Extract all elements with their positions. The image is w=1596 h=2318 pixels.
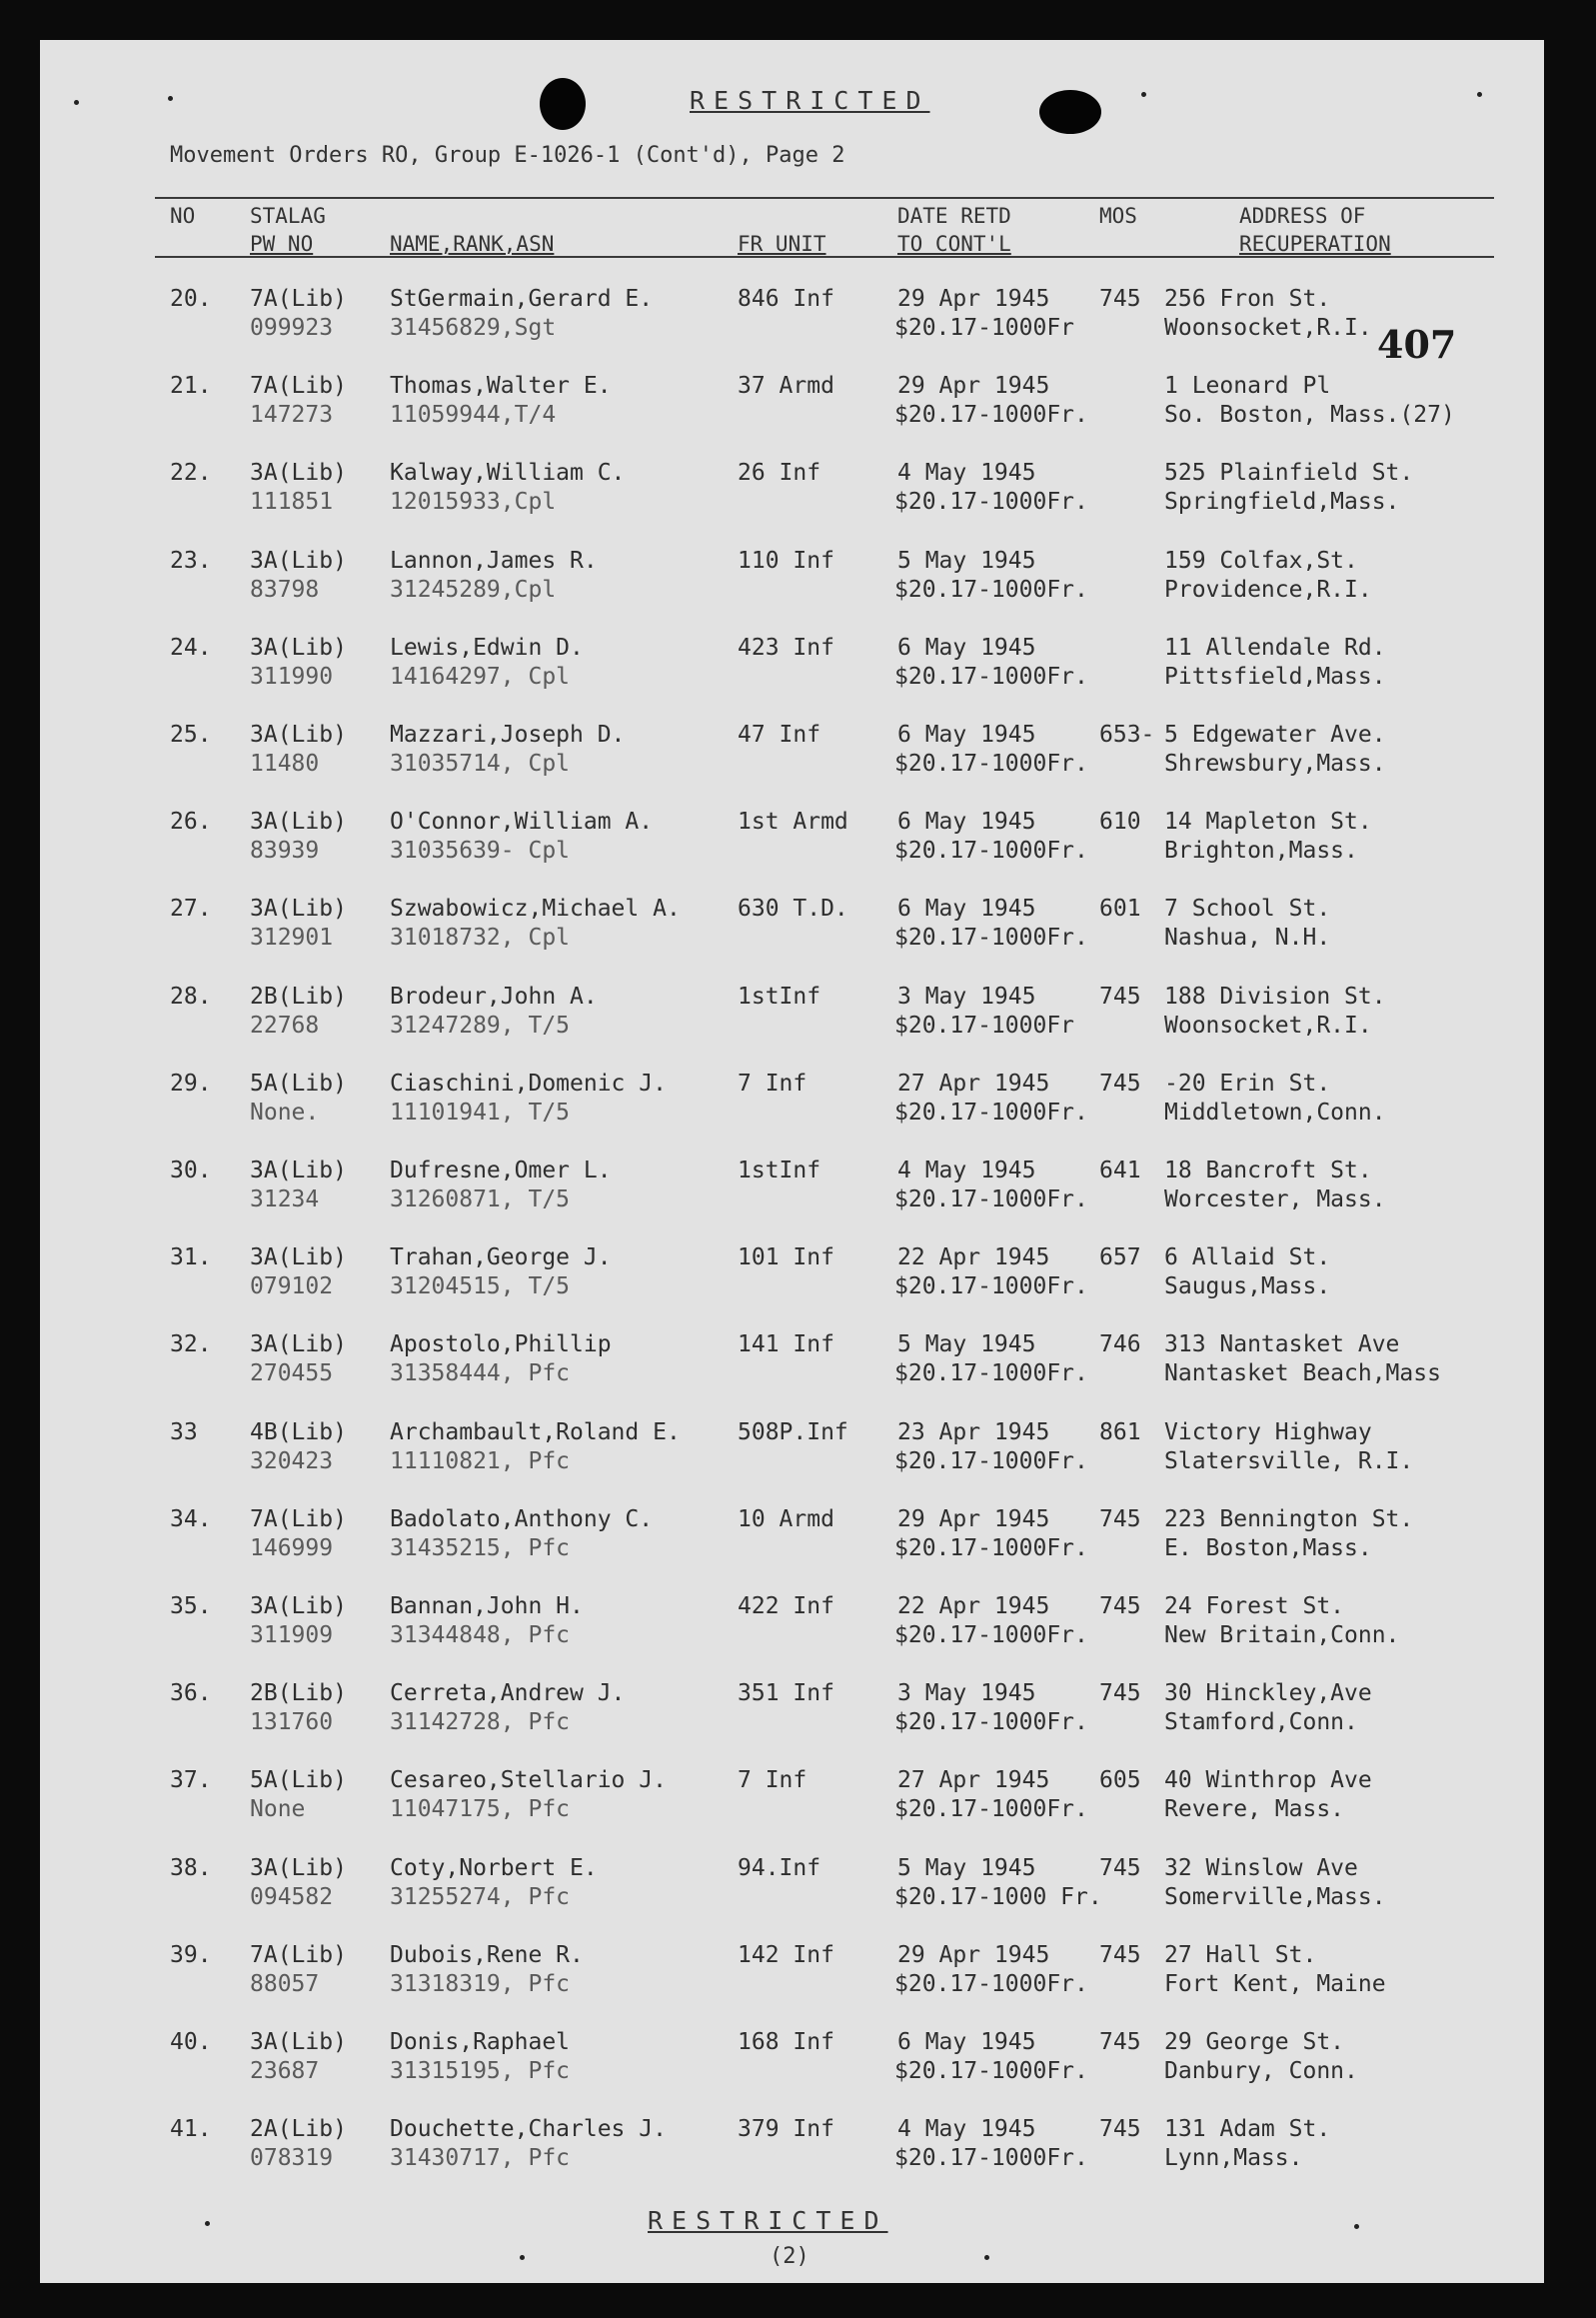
col-date: DATE RETD [897, 204, 1011, 228]
col-pw-no: PW NO [250, 232, 314, 256]
pay: $20.17-1000Fr. [894, 1447, 1088, 1474]
address-line-1: 525 Plainfield St. [1164, 460, 1414, 487]
unit: 1stInf [738, 983, 821, 1010]
stalag: 3A(Lib) [250, 634, 347, 661]
address-line-2: So. Boston, Mass.(27) [1164, 402, 1455, 429]
row-number: 22. [170, 460, 212, 487]
date-returned: 4 May 1945 [897, 460, 1036, 487]
row-number: 40. [170, 2029, 212, 2055]
mos: 653- [1099, 722, 1155, 748]
mos: 745 [1099, 1854, 1141, 1881]
row-number: 35. [170, 1593, 212, 1619]
address-line-2: E. Boston,Mass. [1164, 1534, 1372, 1561]
unit: 379 Inf [738, 2116, 834, 2143]
pw-number: None [250, 1796, 306, 1823]
ink-blot-left [540, 78, 586, 130]
row-number: 39. [170, 1941, 212, 1968]
stalag: 3A(Lib) [250, 1158, 347, 1183]
address-line-2: Fort Kent, Maine [1164, 1970, 1386, 1997]
pw-number: 11480 [250, 751, 320, 777]
row-number: 28. [170, 983, 212, 1010]
soldier-name: Kalway,William C. [390, 460, 626, 487]
pw-number: 83798 [250, 576, 320, 603]
pay: $20.17-1000Fr. [894, 2058, 1088, 2084]
unit: 37 Armd [738, 373, 834, 400]
pay: $20.17-1000Fr. [894, 1099, 1088, 1126]
asn-rank: 11101941, T/5 [390, 1099, 571, 1126]
date-returned: 5 May 1945 [897, 1854, 1036, 1881]
pw-number: 320423 [250, 1447, 334, 1474]
row-number: 25. [170, 722, 212, 748]
mos: 641 [1099, 1158, 1141, 1183]
pay: $20.17-1000Fr. [894, 1534, 1088, 1561]
row-number: 32. [170, 1331, 212, 1358]
mos: 745 [1099, 1070, 1141, 1097]
soldier-name: Lewis,Edwin D. [390, 634, 584, 661]
address-line-2: Stamford,Conn. [1164, 1709, 1358, 1736]
ink-blot-right [1039, 90, 1101, 134]
date-returned: 6 May 1945 [897, 896, 1036, 923]
pw-number: 23687 [250, 2058, 320, 2084]
date-returned: 27 Apr 1945 [897, 1767, 1050, 1794]
mos: 746 [1099, 1331, 1141, 1358]
date-returned: 29 Apr 1945 [897, 1941, 1050, 1968]
mos: 745 [1099, 286, 1141, 312]
punch-dot [74, 100, 79, 105]
date-returned: 6 May 1945 [897, 809, 1036, 836]
row-number: 34. [170, 1505, 212, 1532]
pay: $20.17-1000Fr [894, 315, 1075, 341]
pay: $20.17-1000Fr. [894, 2145, 1088, 2172]
address-line-1: 159 Colfax,St. [1164, 547, 1358, 574]
mos: 601 [1099, 896, 1141, 923]
mos: 745 [1099, 2029, 1141, 2055]
soldier-name: Dubois,Rene R. [390, 1941, 584, 1968]
punch-dot [1141, 92, 1146, 97]
soldier-name: Douchette,Charles J. [390, 2116, 667, 2143]
soldier-name: Bannan,John H. [390, 1593, 584, 1619]
stalag: 3A(Lib) [250, 460, 347, 487]
classification-header: RESTRICTED [690, 86, 930, 115]
pay: $20.17-1000Fr. [894, 1273, 1088, 1300]
address-line-1: 18 Bancroft St. [1164, 1158, 1372, 1183]
address-line-2: Worcester, Mass. [1164, 1186, 1386, 1212]
date-returned: 29 Apr 1945 [897, 373, 1050, 400]
row-number: 36. [170, 1680, 212, 1707]
unit: 101 Inf [738, 1244, 834, 1271]
asn-rank: 31142728, Pfc [390, 1709, 571, 1736]
stalag: 5A(Lib) [250, 1767, 347, 1794]
soldier-name: Thomas,Walter E. [390, 373, 612, 400]
pw-number: 094582 [250, 1883, 334, 1910]
pw-number: 078319 [250, 2145, 334, 2172]
stalag: 4B(Lib) [250, 1418, 347, 1445]
address-line-1: 14 Mapleton St. [1164, 809, 1372, 836]
unit: 110 Inf [738, 547, 834, 574]
address-line-1: 223 Bennington St. [1164, 1505, 1414, 1532]
pay: $20.17-1000Fr. [894, 1796, 1088, 1823]
mos: 745 [1099, 1941, 1141, 1968]
stalag: 3A(Lib) [250, 809, 347, 836]
date-returned: 5 May 1945 [897, 547, 1036, 574]
address-line-1: 256 Fron St. [1164, 286, 1331, 312]
document-subtitle: Movement Orders RO, Group E-1026-1 (Cont'd), Page 2 [170, 143, 845, 168]
asn-rank: 31456829,Sgt [390, 315, 557, 341]
unit: 47 Inf [738, 722, 821, 748]
pay: $20.17-1000Fr [894, 1012, 1075, 1039]
address-line-1: 32 Winslow Ave [1164, 1854, 1358, 1881]
pay: $20.17-1000Fr. [894, 1709, 1088, 1736]
date-returned: 29 Apr 1945 [897, 286, 1050, 312]
asn-rank: 31204515, T/5 [390, 1273, 571, 1300]
punch-dot [168, 96, 173, 101]
address-line-1: 6 Allaid St. [1164, 1244, 1331, 1271]
asn-rank: 31430717, Pfc [390, 2145, 571, 2172]
pay: $20.17-1000Fr. [894, 576, 1088, 603]
asn-rank: 31435215, Pfc [390, 1534, 571, 1561]
soldier-name: Donis,Raphael [390, 2029, 571, 2055]
stalag: 3A(Lib) [250, 2029, 347, 2055]
col-unit: FR UNIT [738, 232, 826, 256]
mos: 745 [1099, 1593, 1141, 1619]
stalag: 7A(Lib) [250, 286, 347, 312]
address-line-1: 29 George St. [1164, 2029, 1345, 2055]
soldier-name: Trahan,George J. [390, 1244, 612, 1271]
stalag: 2B(Lib) [250, 983, 347, 1010]
unit: 1st Armd [738, 809, 848, 836]
address-line-2: Woonsocket,R.I. [1164, 315, 1372, 341]
pay: $20.17-1000Fr. [894, 838, 1088, 865]
pay: $20.17-1000Fr. [894, 489, 1088, 516]
address-line-1: 313 Nantasket Ave [1164, 1331, 1400, 1358]
stalag: 2A(Lib) [250, 2116, 347, 2143]
asn-rank: 31344848, Pfc [390, 1622, 571, 1648]
date-returned: 6 May 1945 [897, 634, 1036, 661]
pw-number: 147273 [250, 402, 334, 429]
pw-number: 111851 [250, 489, 334, 516]
unit: 508P.Inf [738, 1418, 848, 1445]
asn-rank: 31035639- Cpl [390, 838, 571, 865]
col-stalag: STALAG [250, 204, 326, 228]
asn-rank: 11047175, Pfc [390, 1796, 571, 1823]
pw-number: 311990 [250, 663, 334, 690]
mos: 610 [1099, 809, 1141, 836]
address-line-2: Danbury, Conn. [1164, 2058, 1358, 2084]
stalag: 5A(Lib) [250, 1070, 347, 1097]
address-line-2: Somerville,Mass. [1164, 1883, 1386, 1910]
asn-rank: 31018732, Cpl [390, 925, 571, 952]
address-line-1: 131 Adam St. [1164, 2116, 1331, 2143]
unit: 422 Inf [738, 1593, 834, 1619]
mos: 861 [1099, 1418, 1141, 1445]
unit: 168 Inf [738, 2029, 834, 2055]
stalag: 7A(Lib) [250, 1941, 347, 1968]
stalag: 3A(Lib) [250, 547, 347, 574]
soldier-name: Ciaschini,Domenic J. [390, 1070, 667, 1097]
unit: 94.Inf [738, 1854, 821, 1881]
row-number: 30. [170, 1158, 212, 1183]
address-line-2: Revere, Mass. [1164, 1796, 1345, 1823]
pay: $20.17-1000Fr. [894, 1186, 1088, 1212]
unit: 10 Armd [738, 1505, 834, 1532]
mos: 657 [1099, 1244, 1141, 1271]
address-line-2: New Britain,Conn. [1164, 1622, 1400, 1648]
unit: 141 Inf [738, 1331, 834, 1358]
pw-number: 312901 [250, 925, 334, 952]
unit: 423 Inf [738, 634, 834, 661]
address-line-1: 7 School St. [1164, 896, 1331, 923]
pay: $20.17-1000Fr. [894, 663, 1088, 690]
pw-number: 131760 [250, 1709, 334, 1736]
stalag: 3A(Lib) [250, 1331, 347, 1358]
col-no: NO [170, 204, 196, 228]
soldier-name: Archambault,Roland E. [390, 1418, 681, 1445]
asn-rank: 31315195, Pfc [390, 2058, 571, 2084]
date-returned: 23 Apr 1945 [897, 1418, 1050, 1445]
page-number: (2) [770, 2244, 809, 2269]
unit: 351 Inf [738, 1680, 834, 1707]
punch-dot [205, 2221, 210, 2226]
row-number: 41. [170, 2116, 212, 2143]
date-returned: 22 Apr 1945 [897, 1593, 1050, 1619]
asn-rank: 31260871, T/5 [390, 1186, 571, 1212]
asn-rank: 31035714, Cpl [390, 751, 571, 777]
punch-dot [520, 2255, 525, 2260]
soldier-name: Dufresne,Omer L. [390, 1158, 612, 1183]
asn-rank: 31318319, Pfc [390, 1970, 571, 1997]
punch-dot [1354, 2224, 1359, 2229]
row-number: 27. [170, 896, 212, 923]
soldier-name: Lannon,James R. [390, 547, 598, 574]
pw-number: 22768 [250, 1012, 320, 1039]
address-line-2: Middletown,Conn. [1164, 1099, 1386, 1126]
asn-rank: 31245289,Cpl [390, 576, 557, 603]
unit: 846 Inf [738, 286, 834, 312]
asn-rank: 31358444, Pfc [390, 1360, 571, 1387]
soldier-name: Cesareo,Stellario J. [390, 1767, 667, 1794]
pay: $20.17-1000Fr. [894, 402, 1088, 429]
date-returned: 27 Apr 1945 [897, 1070, 1050, 1097]
address-line-1: 40 Winthrop Ave [1164, 1767, 1372, 1794]
asn-rank: 31247289, T/5 [390, 1012, 571, 1039]
pay: $20.17-1000Fr. [894, 1360, 1088, 1387]
asn-rank: 11059944,T/4 [390, 402, 557, 429]
asn-rank: 11110821, Pfc [390, 1447, 571, 1474]
soldier-name: Coty,Norbert E. [390, 1854, 598, 1881]
pay: $20.17-1000Fr. [894, 751, 1088, 777]
date-returned: 3 May 1945 [897, 1680, 1036, 1707]
col-address-2: RECUPERATION [1239, 232, 1391, 256]
stalag: 7A(Lib) [250, 373, 347, 400]
date-returned: 5 May 1945 [897, 1331, 1036, 1358]
address-line-2: Saugus,Mass. [1164, 1273, 1331, 1300]
soldier-name: O'Connor,William A. [390, 809, 654, 836]
punch-dot [984, 2255, 989, 2260]
address-line-1: 1 Leonard Pl [1164, 373, 1331, 400]
soldier-name: Brodeur,John A. [390, 983, 598, 1010]
unit: 142 Inf [738, 1941, 834, 1968]
row-number: 26. [170, 809, 212, 836]
address-line-1: Victory Highway [1164, 1418, 1372, 1445]
address-line-2: Springfield,Mass. [1164, 489, 1400, 516]
row-number: 37. [170, 1767, 212, 1794]
unit: 630 T.D. [738, 896, 848, 923]
stalag: 7A(Lib) [250, 1505, 347, 1532]
unit: 1stInf [738, 1158, 821, 1183]
date-returned: 4 May 1945 [897, 1158, 1036, 1183]
address-line-2: Woonsocket,R.I. [1164, 1012, 1372, 1039]
date-returned: 6 May 1945 [897, 722, 1036, 748]
address-line-2: Nantasket Beach,Mass [1164, 1360, 1441, 1387]
col-name: NAME,RANK,ASN [390, 232, 555, 256]
mos: 745 [1099, 1505, 1141, 1532]
col-address: ADDRESS OF [1239, 204, 1366, 228]
address-line-1: 30 Hinckley,Ave [1164, 1680, 1372, 1707]
mos: 745 [1099, 983, 1141, 1010]
pay: $20.17-1000Fr. [894, 1622, 1088, 1648]
asn-rank: 12015933,Cpl [390, 489, 557, 516]
unit: 26 Inf [738, 460, 821, 487]
asn-rank: 31255274, Pfc [390, 1883, 571, 1910]
pw-number: 31234 [250, 1186, 320, 1212]
date-returned: 4 May 1945 [897, 2116, 1036, 2143]
col-mos: MOS [1099, 204, 1137, 228]
stalag: 2B(Lib) [250, 1680, 347, 1707]
pay: $20.17-1000Fr. [894, 1970, 1088, 1997]
row-number: 24. [170, 634, 212, 661]
stalag: 3A(Lib) [250, 1854, 347, 1881]
mos: 745 [1099, 1680, 1141, 1707]
address-line-2: Nashua, N.H. [1164, 925, 1331, 952]
address-line-2: Slatersville, R.I. [1164, 1447, 1414, 1474]
address-line-1: 27 Hall St. [1164, 1941, 1317, 1968]
date-returned: 29 Apr 1945 [897, 1505, 1050, 1532]
row-number: 38. [170, 1854, 212, 1881]
soldier-name: Szwabowicz,Michael A. [390, 896, 681, 923]
unit: 7 Inf [738, 1070, 807, 1097]
address-line-1: -20 Erin St. [1164, 1070, 1331, 1097]
stalag: 3A(Lib) [250, 1244, 347, 1271]
col-date-2: TO CONT'L [897, 232, 1011, 256]
row-number: 29. [170, 1070, 212, 1097]
address-line-2: Shrewsbury,Mass. [1164, 751, 1386, 777]
soldier-name: Mazzari,Joseph D. [390, 722, 626, 748]
pw-number: 099923 [250, 315, 334, 341]
pw-number: None. [250, 1099, 320, 1126]
pw-number: 88057 [250, 1970, 320, 1997]
date-returned: 6 May 1945 [897, 2029, 1036, 2055]
address-line-1: 5 Edgewater Ave. [1164, 722, 1386, 748]
mos: 745 [1099, 2116, 1141, 2143]
stalag: 3A(Lib) [250, 1593, 347, 1619]
date-returned: 22 Apr 1945 [897, 1244, 1050, 1271]
date-returned: 3 May 1945 [897, 983, 1036, 1010]
row-number: 20. [170, 286, 212, 312]
pw-number: 146999 [250, 1534, 334, 1561]
soldier-name: Badolato,Anthony C. [390, 1505, 654, 1532]
address-line-1: 24 Forest St. [1164, 1593, 1345, 1619]
stamp-number: 407 [1377, 322, 1457, 367]
pw-number: 270455 [250, 1360, 334, 1387]
address-line-2: Brighton,Mass. [1164, 838, 1358, 865]
row-number: 33 [170, 1418, 198, 1445]
asn-rank: 14164297, Cpl [390, 663, 571, 690]
punch-dot [1477, 92, 1482, 97]
pay: $20.17-1000 Fr. [894, 1883, 1102, 1910]
address-line-1: 188 Division St. [1164, 983, 1386, 1010]
soldier-name: StGermain,Gerard E. [390, 286, 654, 312]
unit: 7 Inf [738, 1767, 807, 1794]
soldier-name: Cerreta,Andrew J. [390, 1680, 626, 1707]
address-line-2: Lynn,Mass. [1164, 2145, 1303, 2172]
row-number: 23. [170, 547, 212, 574]
stalag: 3A(Lib) [250, 722, 347, 748]
stalag: 3A(Lib) [250, 896, 347, 923]
pw-number: 079102 [250, 1273, 334, 1300]
header-rule-top [155, 197, 1494, 199]
address-line-2: Pittsfield,Mass. [1164, 663, 1386, 690]
row-number: 31. [170, 1244, 212, 1271]
classification-footer: RESTRICTED [648, 2206, 888, 2235]
pw-number: 311909 [250, 1622, 334, 1648]
address-line-1: 11 Allendale Rd. [1164, 634, 1386, 661]
pw-number: 83939 [250, 838, 320, 865]
address-line-2: Providence,R.I. [1164, 576, 1372, 603]
mos: 605 [1099, 1767, 1141, 1794]
header-rule-bottom [155, 256, 1494, 258]
pay: $20.17-1000Fr. [894, 925, 1088, 952]
soldier-name: Apostolo,Phillip [390, 1331, 612, 1358]
row-number: 21. [170, 373, 212, 400]
